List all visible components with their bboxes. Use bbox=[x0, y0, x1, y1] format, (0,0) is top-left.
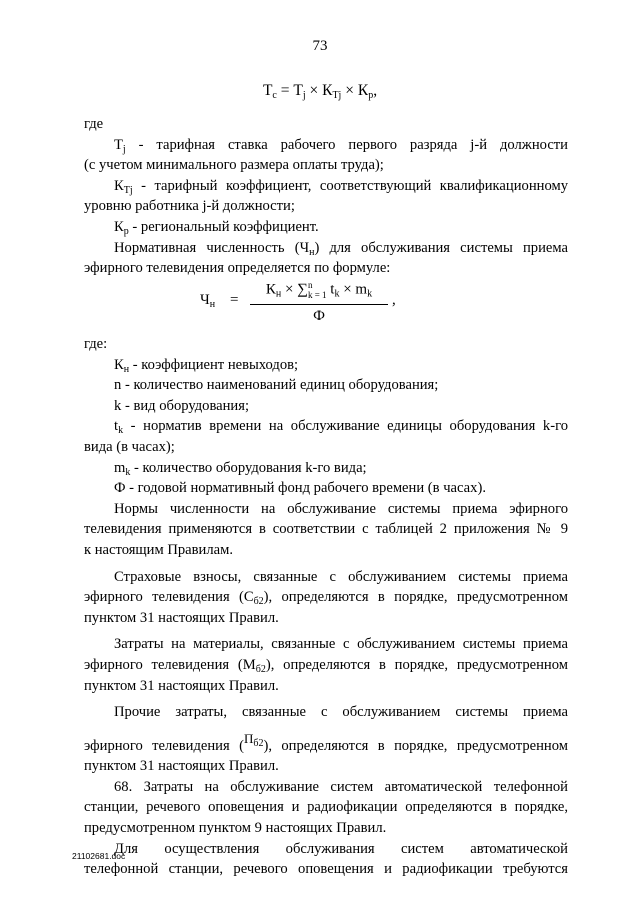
formula-chn bbox=[200, 280, 440, 330]
formula-denominator: Ф bbox=[313, 308, 325, 324]
def-ti-line2: (с учетом минимального размера оплаты труда); bbox=[84, 157, 384, 174]
formula-subscript: c bbox=[272, 90, 277, 101]
def-kt-line2: уровню работника j-й должности; bbox=[84, 198, 295, 215]
norm-line2: эфирного телевидения определяется по формуле: bbox=[84, 260, 391, 277]
footer-filename: 21102681.doc bbox=[72, 851, 126, 861]
text: - коэффициент невыходов; bbox=[129, 356, 299, 373]
symbol: П bbox=[243, 730, 254, 746]
subscript: р bbox=[123, 225, 129, 237]
symbol: t bbox=[114, 418, 119, 435]
formula-symbol: К bbox=[265, 281, 276, 298]
formula-subscript: н bbox=[275, 288, 282, 300]
paragraph-insurance-line1: Страховые взносы, связанные с обслуживанием системы приема bbox=[114, 568, 568, 585]
text-block-2 bbox=[84, 334, 568, 880]
formula-symbol: Ч bbox=[200, 292, 210, 308]
norm-line1 bbox=[84, 238, 568, 259]
text-block-1 bbox=[84, 108, 568, 279]
formula-symbol: К bbox=[357, 82, 369, 99]
text: эфирного телевидения (С bbox=[84, 589, 254, 606]
symbol: Т bbox=[114, 136, 123, 153]
def-k: k - вид оборудования; bbox=[114, 397, 250, 414]
def-mk bbox=[84, 458, 568, 479]
formula-symbol: К bbox=[322, 82, 333, 99]
formula-symbol: Т bbox=[293, 82, 303, 99]
formula-operator: × bbox=[281, 281, 298, 298]
sum-lower: k = 1 bbox=[307, 290, 327, 300]
paragraph-other-line3: пунктом 31 настоящих Правил. bbox=[84, 758, 279, 775]
def-kr bbox=[84, 217, 568, 238]
formula-tc: $Т_c = Т_j \times К_{Тj} \times К_р$, bbox=[262, 82, 378, 101]
paragraph-materials-line1: Затраты на материалы, связанные с обслуживанием системы приема bbox=[114, 636, 568, 653]
text: ), определяются в порядке, предусмотренном bbox=[263, 737, 568, 754]
paragraph-norms-line1: Нормы численности на обслуживание системы приема эфирного bbox=[114, 500, 568, 517]
text: ) для обслуживания системы приема bbox=[314, 239, 569, 256]
symbol: К bbox=[114, 177, 124, 194]
formula-subscript: k bbox=[367, 288, 373, 300]
symbol: К bbox=[114, 218, 124, 235]
def-ti-line1 bbox=[84, 135, 568, 156]
formula-symbol: Т bbox=[262, 82, 273, 99]
def-n: n - количество наименований единиц оборудования; bbox=[114, 377, 439, 394]
sum-icon: ∑ bbox=[297, 281, 308, 298]
paragraph-other-line2 bbox=[84, 729, 568, 757]
subscript: б2 bbox=[253, 737, 264, 749]
paragraph-insurance-line2 bbox=[84, 587, 568, 608]
sum-limits bbox=[308, 280, 327, 300]
text: ), определяются в порядке, предусмотренном bbox=[265, 656, 568, 673]
subscript: Тj bbox=[123, 184, 133, 196]
paragraph-68-line1: 68. Затраты на обслуживание систем автоматической телефонной bbox=[114, 778, 568, 795]
text: - региональный коэффициент. bbox=[128, 218, 319, 235]
paragraph-materials-line3: пунктом 31 настоящих Правил. bbox=[84, 677, 279, 694]
formula-subscript: j bbox=[302, 90, 306, 101]
formula-punct: , bbox=[373, 82, 378, 99]
paragraph-68-line2: станции, речевого оповещения и радиофикации определяются в порядке, bbox=[84, 799, 568, 816]
text: Нормативная численность (Ч bbox=[114, 239, 310, 256]
text: - количество оборудования k-го вида; bbox=[130, 459, 367, 476]
formula-lhs bbox=[200, 292, 215, 309]
text: - норматив времени на обслуживание единицы оборудования k-го bbox=[123, 418, 568, 435]
where-label: где bbox=[84, 116, 104, 132]
paragraph-other-line1: Прочие затраты, связанные с обслуживанием системы приема bbox=[114, 704, 568, 721]
formula-symbol: m bbox=[355, 281, 368, 298]
fraction-bar bbox=[250, 304, 388, 305]
text: - тарифный коэффициент, соответствующий квалификационному bbox=[132, 177, 568, 194]
subscript: k bbox=[118, 425, 124, 437]
text: ), определяются в порядке, предусмотренном bbox=[263, 589, 568, 606]
symbol: m bbox=[114, 459, 126, 476]
formula-subscript: р bbox=[368, 90, 374, 101]
paragraph-norms-line2: телевидения применяются в соответствии с таблицей 2 приложения № 9 bbox=[84, 521, 568, 538]
formula-equals: = bbox=[230, 292, 239, 308]
subscript: н bbox=[309, 246, 315, 258]
text: - тарифная ставка рабочего первого разряда j-й должности bbox=[125, 136, 568, 153]
formula-subscript: н bbox=[209, 299, 216, 310]
formula-symbol: t bbox=[326, 281, 335, 298]
subscript: j bbox=[122, 143, 126, 155]
subscript: б2 bbox=[255, 663, 266, 675]
formula-operator: × bbox=[339, 281, 356, 298]
paragraph-materials-line2 bbox=[84, 655, 568, 676]
def-tk-line1 bbox=[84, 416, 568, 437]
paragraph-service-line2: телефонной станции, речевого оповещения и радиофикации требуются bbox=[84, 861, 568, 878]
subscript: k bbox=[125, 466, 131, 478]
paragraph-insurance-line3: пунктом 31 настоящих Правил. bbox=[84, 609, 279, 626]
text: эфирного телевидения ( bbox=[84, 737, 244, 754]
sum-upper: n bbox=[307, 280, 313, 290]
formula-subscript: k bbox=[334, 288, 340, 300]
formula-subscript: Тj bbox=[332, 90, 342, 101]
def-tk-line2: вида (в часах); bbox=[84, 438, 175, 455]
where-label: где: bbox=[84, 336, 108, 352]
def-kn bbox=[84, 355, 568, 376]
def-f: Ф - годовой нормативный фонд рабочего времени (в часах). bbox=[114, 480, 486, 497]
symbol: К bbox=[114, 356, 124, 373]
formula-punct: , bbox=[392, 292, 396, 308]
subscript: н bbox=[123, 363, 130, 375]
paragraph-service-line1: Для осуществления обслуживания систем автоматической bbox=[114, 840, 568, 857]
formula-numerator bbox=[250, 280, 388, 300]
paragraph-norms-line3: к настоящим Правилам. bbox=[84, 541, 234, 558]
page-number: 73 bbox=[312, 38, 328, 54]
subscript: б2 bbox=[253, 596, 264, 608]
def-kt-line1 bbox=[84, 176, 568, 197]
paragraph-68-line3: предусмотренном пунктом 9 настоящих Правил. bbox=[84, 820, 387, 837]
text: эфирного телевидения (М bbox=[84, 656, 256, 673]
